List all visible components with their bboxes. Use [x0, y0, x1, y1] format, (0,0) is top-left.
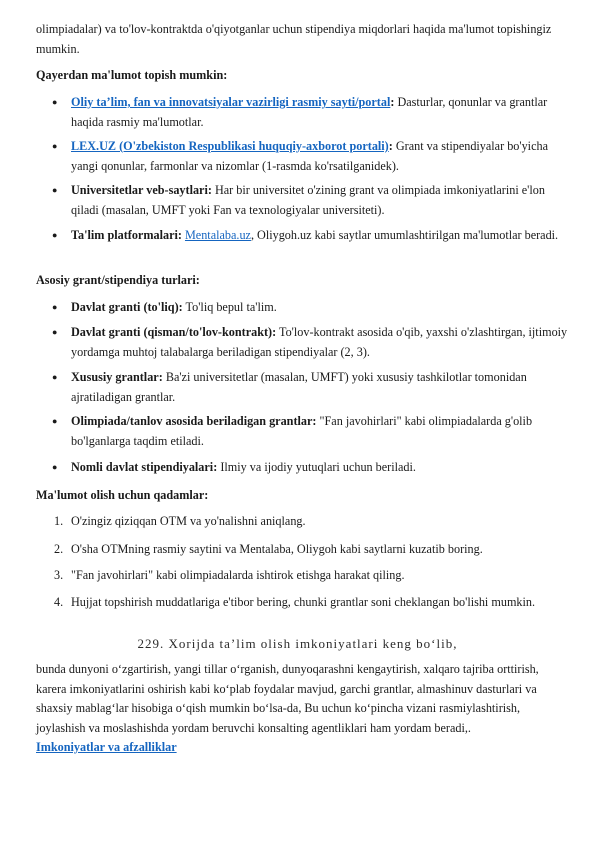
step-item: O'zingiz qiziqqan OTM va yo'nalishni aniqlang. [71, 514, 306, 528]
bullet-icon: ● [52, 230, 58, 240]
list-item: Xususiy grantlar: Ba'zi universitetlar (masalan, UMFT) yoki xususiy tashkilotlar tomonidan ajratiladigan grantlar. [71, 370, 527, 404]
step-item: Hujjat topshirish muddatlariga e'tibor bering, chunki grantlar soni cheklangan bo'lishi mumkin. [71, 595, 536, 609]
list-item: Oliy ta’lim, fan va innovatsiyalar vazirligi rasmiy sayti/portal: Dasturlar, qonunlar va grantlar haqida rasmiy ma'lumotlar. [71, 95, 548, 129]
body-paragraph: bunda dunyoni o‘zgartirish, yangi tillar o‘rganish, dunyoqarashni kengaytirish, xalqaro tajriba orttirish, karera imkoniyatlarini oshirish kabi ko‘plab foydalar mavjud, garchi grantlar, almashinuv dasturlari va shaxsiy mablag‘lar hisobiga o‘qish mumkin bo‘lsa-da, Bu uchun ko‘pincha vizani rasmiylashtirish, joylashish va moslashishda yordam beruvchi konsalting agentliklari ham yordam beradi,. [36, 662, 539, 735]
centered-heading: 229. Xorijda ta’lim olish imkoniyatlari keng bo‘lib, [137, 636, 458, 651]
step-item: O'sha OTMning rasmiy saytini va Mentalaba, Oliygoh kabi saytlarni kuzatib boring. [71, 542, 483, 556]
list-item: Universitetlar veb-saytlari: Har bir universitet o'zining grant va olimpiada imkoniyatlarini e'lon qiladi (masalan, UMFT yoki Fan va texnologiyalar universiteti). [71, 183, 545, 217]
ministry-portal-link[interactable]: Oliy ta’lim, fan va innovatsiyalar vazirligi rasmiy sayti/portal [71, 95, 391, 109]
lex-uz-link[interactable]: LEX.UZ (O'zbekiston Respublikasi huquqiy-axborot portali) [71, 139, 389, 153]
intro-paragraph: olimpiadalar) va to'lov-kontraktda o'qiyotganlar uchun stipendiya miqdorlari haqida ma'lumot topishingiz mumkin. [36, 22, 552, 56]
bullet-icon: ● [52, 327, 58, 337]
list-item: Olimpiada/tanlov asosida beriladigan grantlar: "Fan javohirlari" kabi olimpiadalarda g'olib bo'lganlarga taqdim etiladi. [71, 414, 533, 448]
advantages-link[interactable]: Imkoniyatlar va afzalliklar [36, 740, 177, 754]
bullet-icon: ● [52, 462, 58, 472]
bullet-icon: ● [52, 185, 58, 195]
section-heading-grant-types: Asosiy grant/stipendiya turlari: [36, 273, 200, 287]
step-number: 2. [54, 542, 64, 556]
bullet-icon: ● [52, 97, 58, 107]
step-number: 3. [54, 568, 64, 582]
step-number: 4. [54, 595, 64, 609]
section-heading-steps: Ma'lumot olish uchun qadamlar: [36, 488, 209, 502]
bullet-icon: ● [52, 416, 58, 426]
list-item: Davlat granti (qisman/to'lov-kontrakt): To'lov-kontrakt asosida o'qib, yaxshi o'zlashtirgan, ijtimoiy yordamga muhtoj talabalarga beriladigan stipendiyalar (2, 3). [71, 325, 568, 359]
list-item: Nomli davlat stipendiyalari: Ilmiy va ijodiy yutuqlari uchun beriladi. [71, 460, 416, 474]
list-item: LEX.UZ (O'zbekiston Respublikasi huquqiy-axborot portali): Grant va stipendiyalar bo'yicha yangi qonunlar, farmonlar va nizomlar (1-rasmda ko'rsatilganidek). [71, 139, 548, 173]
bullet-icon: ● [52, 372, 58, 382]
step-number: 1. [54, 514, 64, 528]
list-item: Ta'lim platformalari: Mentalaba.uz, Oliygoh.uz kabi saytlar umumlashtirilgan ma'lumotlar beradi. [71, 228, 559, 242]
bullet-icon: ● [52, 141, 58, 151]
mentalaba-link[interactable]: Mentalaba.uz [184, 228, 251, 242]
bullet-icon: ● [52, 302, 58, 312]
list-item: Davlat granti (to'liq): To'liq bepul ta'lim. [71, 300, 277, 314]
section-heading-sources: Qayerdan ma'lumot topish mumkin: [36, 68, 228, 82]
step-item: "Fan javohirlari" kabi olimpiadalarda ishtirok etishga harakat qiling. [71, 568, 405, 582]
